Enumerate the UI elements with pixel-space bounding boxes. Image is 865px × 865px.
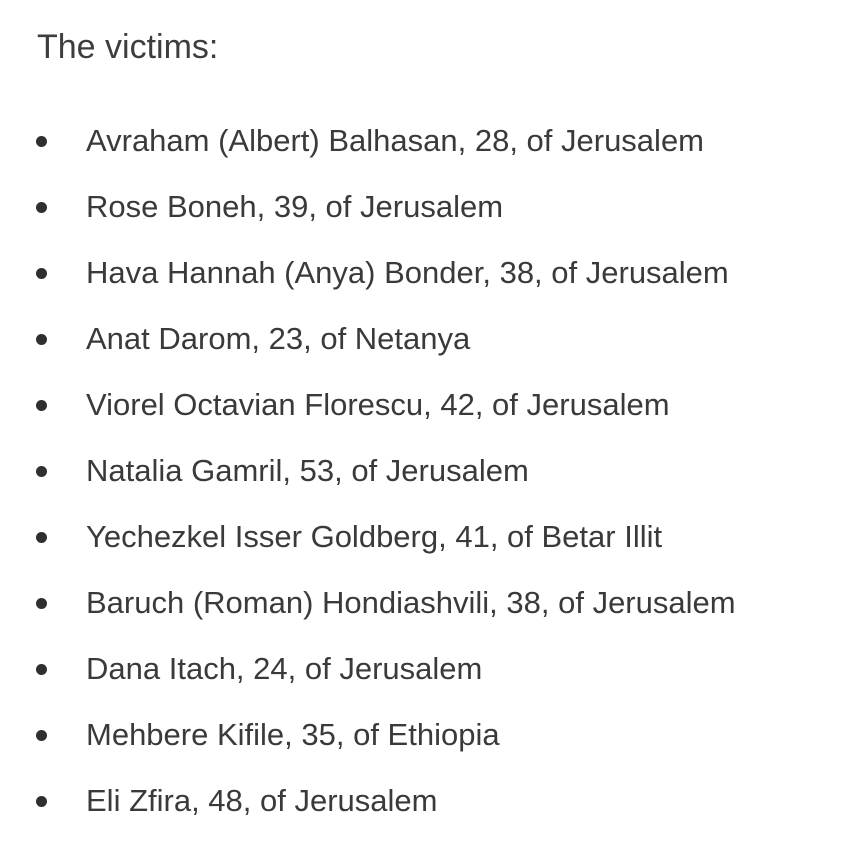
list-item [0, 252, 865, 318]
bullet-icon [36, 598, 47, 609]
list-item [0, 648, 865, 714]
list-item [0, 450, 865, 516]
bullet-icon [36, 664, 47, 675]
bullet-icon [36, 796, 47, 807]
victim-entry: Anat Darom, 23, of Netanya [86, 321, 471, 356]
list-item [0, 318, 865, 384]
victim-entry: Eli Zfira, 48, of Jerusalem [86, 783, 438, 818]
bullet-icon [36, 202, 47, 213]
bullet-icon [36, 532, 47, 543]
bullet-icon [36, 136, 47, 147]
victim-entry: Natalia Gamril, 53, of Jerusalem [86, 453, 529, 488]
list-item [0, 780, 865, 846]
list-item [0, 582, 865, 648]
victim-entry: Yechezkel Isser Goldberg, 41, of Betar Illit [86, 519, 663, 554]
list-item [0, 186, 865, 252]
list-item [0, 120, 865, 186]
list-item [0, 714, 865, 780]
victim-entry: Baruch (Roman) Hondiashvili, 38, of Jerusalem [86, 585, 736, 620]
bullet-icon [36, 400, 47, 411]
victim-entry: Avraham (Albert) Balhasan, 28, of Jerusalem [86, 123, 705, 158]
victim-entry: Rose Boneh, 39, of Jerusalem [86, 189, 504, 224]
bullet-icon [36, 268, 47, 279]
list-heading: The victims: [37, 28, 219, 66]
victim-entry: Hava Hannah (Anya) Bonder, 38, of Jerusalem [86, 255, 729, 290]
victim-entry: Mehbere Kifile, 35, of Ethiopia [86, 717, 500, 752]
bullet-icon [36, 466, 47, 477]
victim-entry: Viorel Octavian Florescu, 42, of Jerusalem [86, 387, 670, 422]
victim-entry: Dana Itach, 24, of Jerusalem [86, 651, 483, 686]
victim-list [0, 120, 865, 846]
bullet-icon [36, 334, 47, 345]
list-item [0, 384, 865, 450]
list-item [0, 516, 865, 582]
bullet-icon [36, 730, 47, 741]
